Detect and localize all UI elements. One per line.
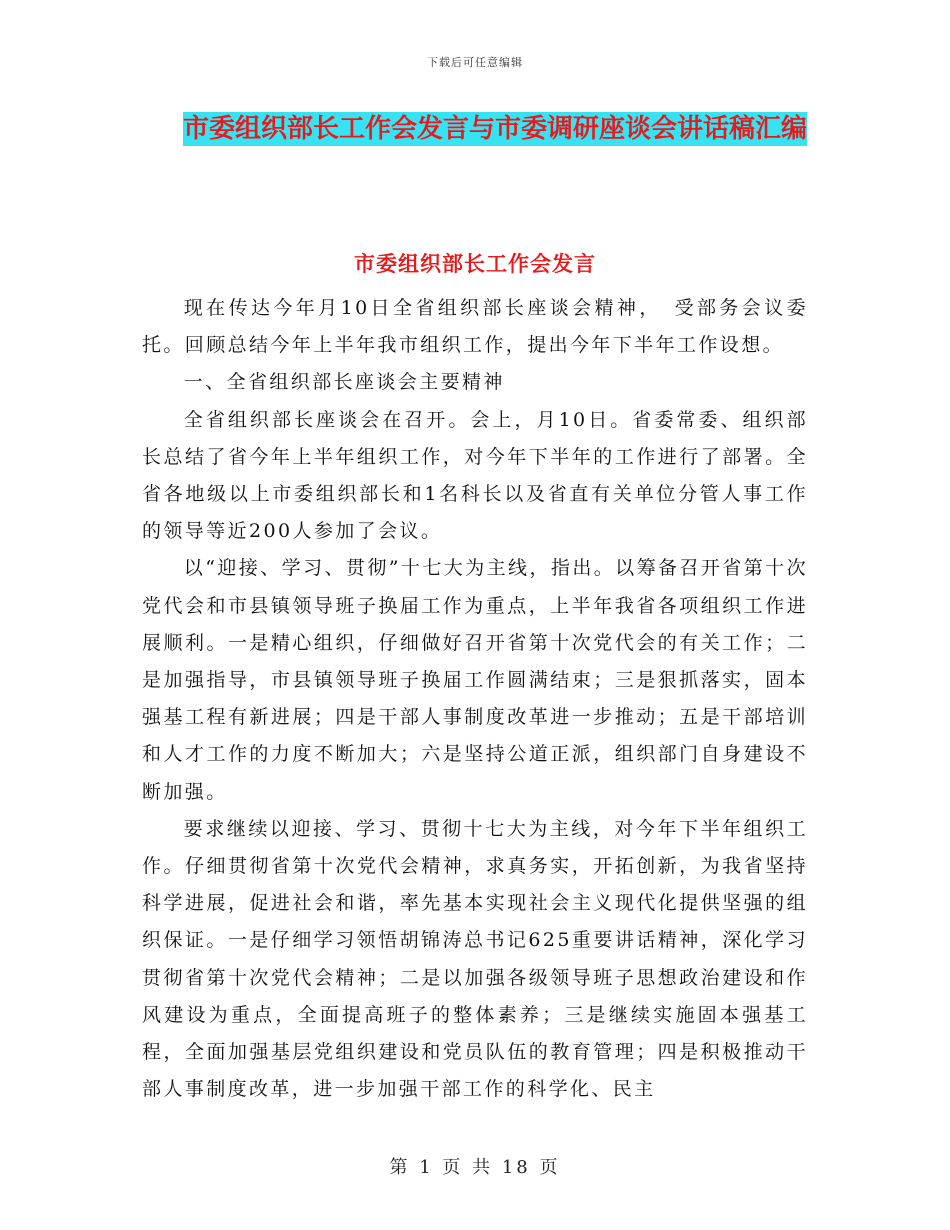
document-title	[150, 106, 840, 152]
page-number: 第 1 页 共 18 页	[389, 1157, 561, 1178]
document-title-text: 市委组织部长工作会发言与市委调研座谈会讲话稿汇编	[182, 114, 807, 144]
paragraph: 以“迎接、学习、贯彻”十七大为主线，指出。以筹备召开省第十次党代会和市县镇领导班子换届工作为重点，上半年我省各项组织工作进展顺利。一是精心组织，仔细做好召开省第十次党代会的有关工作；二是加强指导，市县镇领导班子换届工作圆满结束；三是狠抓落实，固本强基工程有新进展；四是干部人事制度改革进一步推动；五是干部培训和人才工作的力度不断加大；六是坚持公道正派，组织部门自身建设不断加强。	[142, 557, 808, 803]
section-title: 市委组织部长工作会发言	[354, 251, 596, 276]
header-note: 下载后可任意编辑	[427, 56, 523, 69]
document-body	[142, 290, 808, 1108]
paragraph: 现在传达今年月10日全省组织部长座谈会精神， 受部务会议委托。回顾总结今年上半年我市组织工作，提出今年下半年工作设想。	[142, 297, 808, 357]
section-heading: 一、全省组织部长座谈会主要精神	[183, 371, 505, 394]
paragraph: 全省组织部长座谈会在召开。会上，月10日。省委常委、组织部长总结了省今年上半年组织工作，对今年下半年的工作进行了部署。全省各地级以上市委组织部长和1名科长以及省直有关单位分管人事工作的领导等近200人参加了会议。	[142, 408, 808, 543]
paragraph: 要求继续以迎接、学习、贯彻十七大为主线，对今年下半年组织工作。仔细贯彻省第十次党代会精神，求真务实，开拓创新，为我省坚持科学进展，促进社会和谐，率先基本实现社会主义现代化提供坚强的组织保证。一是仔细学习领悟胡锦涛总书记625重要讲话精神，深化学习贯彻省第十次党代会精神；二是以加强各级领导班子思想政治建设和作风建设为重点，全面提高班子的整体素养；三是继续实施固本强基工程，全面加强基层党组织建设和党员队伍的教育管理；四是积极推动干部人事制度改革，进一步加强干部工作的科学化、民主	[142, 817, 808, 1101]
